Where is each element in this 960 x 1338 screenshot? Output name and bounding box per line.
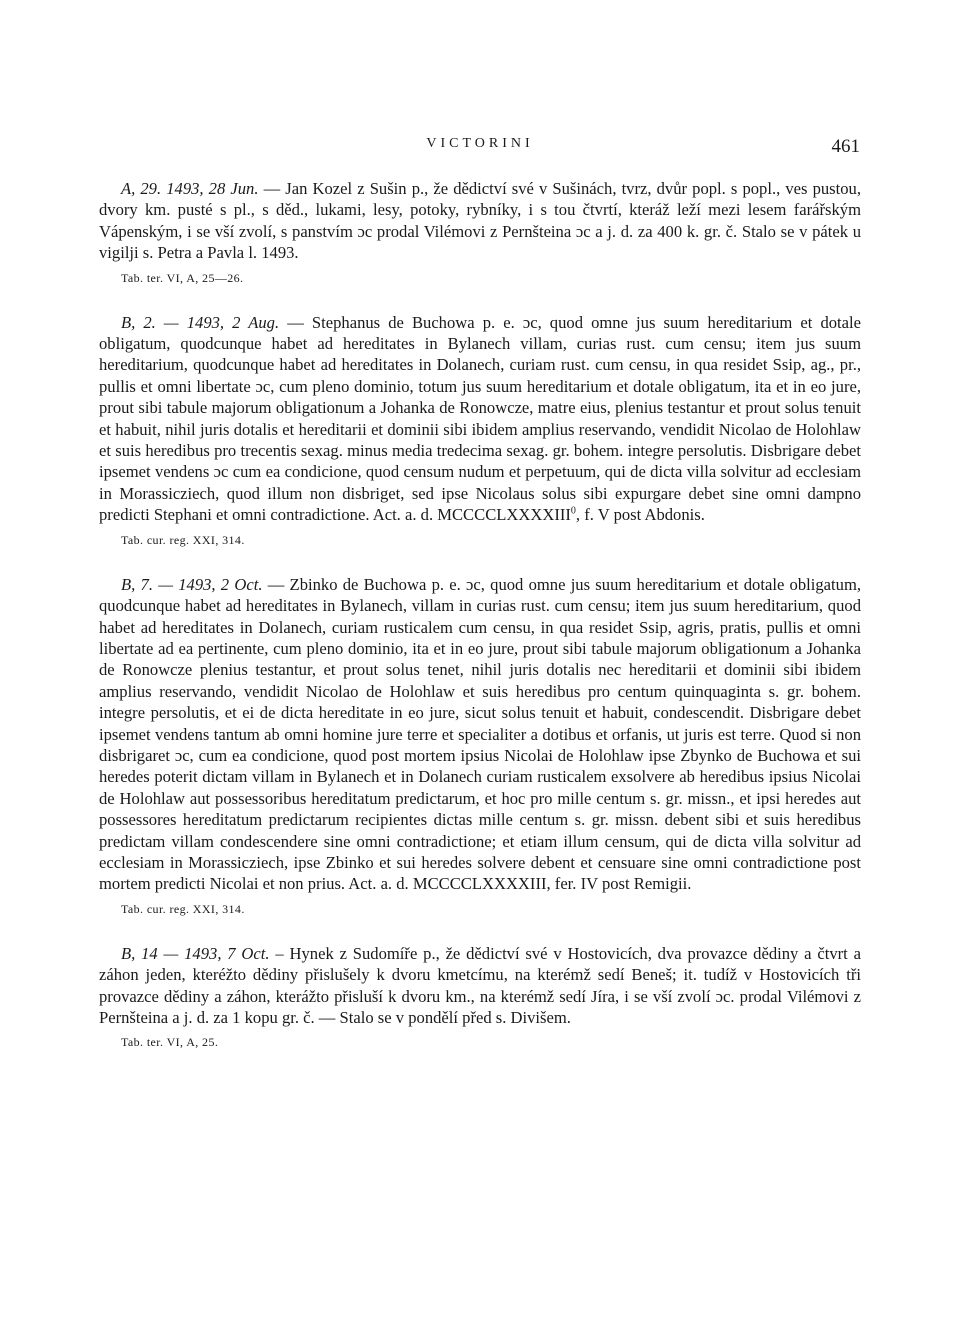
- entry-body: — Zbinko de Buchowa p. e. ɔc, quod omne jus suum hereditarium et dotale obligatum, quodcunque habet ad hereditates in Bylanech, villam in curias rust. cum censu; item jus suum hereditarium, quod habet ad hereditates in Dolanech, curiam rusticalem cum censu, in qua residet Ssip, agris, pratis, pullis et omni libertate ad ea pertinente, cum pleno dominio, ita et in eo jure, prout sibi tabule majorum obligationum a Johanka de Ronowcze plenius testantur, et prout solus tenet, nihil juris dotalis nec hereditarii et dominii sibi ibidem amplius reservando, vendidit Nicolao de Holohlaw et suis heredibus pro centum quinquaginta s. gr. bohem. integre persolutis, et ei de dicta hereditate in eo jure, sicut solus tenuit et habuit, condescendit. Disbrigare debet ipsemet vendens tantum ab omni homine jure terre et specialiter a dotibus et orfanis, ut juris est terre. Quod si non disbrigaret ɔc, cum ea condicione, quod post mortem ipsius Nicolai de Holohlaw ipse Zbynko de Buchowa et sui heredes poterit dictam villam in Bylanech et in Dolanech curiam rusticalem exsolvere ab heredibus ipsius Nicolai de Holohlaw aut possessoribus hereditatum predictarum, et hoc pro mille centum s. gr. missn., et ipsi heredes aut possessores hereditatum predictarum recipientes dictas mille centum s. gr. missn. debent sibi et suis heredibus predictam villam condescendere sine omni contradictione; et etiam illum censum, qui de dicta villa solvitur ad ecclesiam in Morassicziech, ipse Zbinko et sui heredes solvere debent et censuare sine omni contradictione post mortem predicti Nicolai et non prius. Act. a. d. MCCCCLXXXXIII, fer. IV post Remigii.: [99, 574, 861, 894]
- entry-heading: B, 2. — 1493, 2 Aug.: [121, 312, 280, 332]
- entry-text: [99, 312, 861, 526]
- source-citation: Tab. cur. reg. XXI, 314.: [121, 901, 245, 916]
- source-citation: Tab. ter. VI, A, 25.: [121, 1035, 219, 1050]
- entry-heading: B, 14 — 1493, 7 Oct.: [121, 943, 270, 963]
- document-body: [99, 178, 861, 1076]
- entry: [99, 943, 861, 1051]
- entry: [99, 178, 861, 286]
- entry-body-tail: , f. V post Abdonis.: [575, 505, 705, 525]
- entry-heading: B, 7. — 1493, 2 Oct.: [121, 574, 263, 594]
- entry-text: [99, 943, 861, 1029]
- entry: [99, 574, 861, 917]
- entry-text: [99, 574, 861, 895]
- source-citation: Tab. ter. VI, A, 25—26.: [121, 270, 244, 285]
- source-citation: Tab. cur. reg. XXI, 314.: [121, 532, 245, 547]
- entry-body: – Hynek z Sudomíře p., že dědictví své v Hostovicích, dva provazce dědiny a čtvrt a záhon jeden, kteréžto dědiny přislušely k dvoru kmetcímu, na kterémž sedí Beneš; it. tudíž v Hostovicích tři provazce dědiny a záhon, kterážto přisluší k dvoru km., na kterémž sedí Jíra, i se vší zvolí ɔc. prodal Vilémovi z Pernšteina a j. d. za 1 kopu gr. č. — Stalo se v pondělí před s. Divišem.: [99, 943, 861, 1027]
- page-number: 461: [831, 136, 860, 157]
- entry-heading: A, 29. 1493, 28 Jun.: [121, 179, 259, 198]
- entry-body: — Stephanus de Buchowa p. e. ɔc, quod omne jus suum hereditarium et dotale obligatum, quodcunque habet ad hereditates in Bylanech villam, curias rust. cum censu; item jus suum hereditarium, quodcunque habet ad hereditates in Dolanech, curiam rust. cum censu, in qua residet Ssip, ag., pr., pullis et omni libertate ɔc, cum pleno dominio, totum jus suum hereditarium et dotale obligatum, ita et in eo jure, prout sibi tabule majorum obligationum a Johanka de Ronowcze, matre eius, plenius testantur et prout solus tenuit et habuit, nihil juris dotalis et hereditarii et dominii sibi ibidem amplius reservando, vendidit Nicolao de Holohlaw et suis heredibus pro trecentis sexag. minus media tredecima sexag. gr. bohem. integre persolutis. Disbrigare debet ipsemet vendens ɔc cum ea condicione, quod censum nudum et perpetuum, qui de dicta villa solvitur ad ecclesiam in Morassicziech, quod illum non disbriget, sed ipse Nicolaus solus sibi expurgare debet sine omni dampno predicti Stephani et omni contradictione. Act. a. d. MCCCCLXXXXIII: [99, 312, 861, 525]
- superscript-zero: 0: [570, 505, 576, 517]
- entry: [99, 312, 861, 548]
- entry-body: — Jan Kozel z Sušin p., že dědictví své v Sušinách, tvrz, dvůr popl. s popl., ves pustou, dvory km. pusté s pl., s děd., lukami, lesy, potoky, rybníky, i s tou čtvrtí, kteráž leží mezi lesem farářským Vápenským, i se vší zvolí, s panstvím ɔc prodal Vilémovi z Pernšteina ɔc a j. d. za 400 k. gr. č. Stalo se v pátek u vigilji s. Petra a Pavla l. 1493.: [99, 179, 861, 263]
- running-title: VICTORINI: [426, 136, 534, 151]
- entry-text: [99, 178, 861, 264]
